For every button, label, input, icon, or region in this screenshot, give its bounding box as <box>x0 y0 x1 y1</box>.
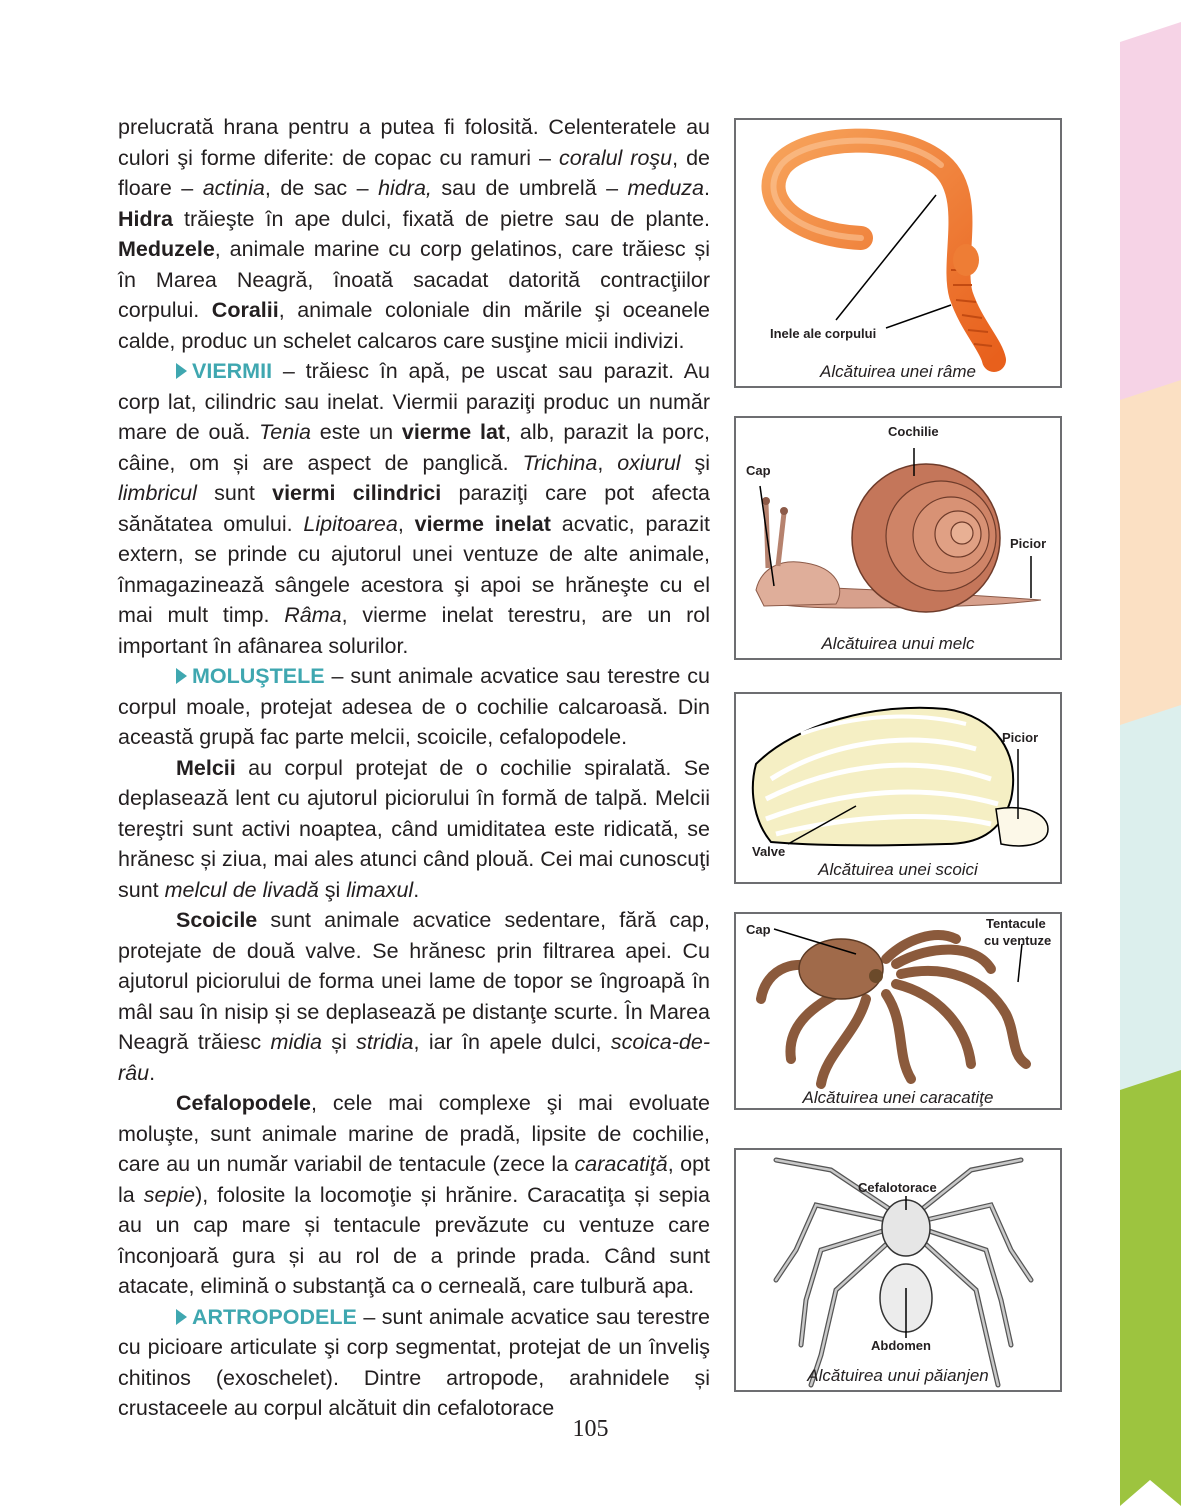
paragraph-scoicile: Scoicile sunt animale acvatice sedentare, fără cap, protejate de două valve. Se hrănesc prin filtrarea apei. Cu ajutorul piciorului de forma unei lame de topor se îngroapă în mâl sau în nisip și se deplasează pe distanţe scurte. În Marea Neagră trăiesc midia și stridia, iar în apele dulci, scoica-de-râu. <box>118 908 710 1085</box>
caption-shell: Alcătuirea unei scoici <box>818 860 978 879</box>
heading-viermii: VIERMII <box>192 359 273 383</box>
figure-snail <box>734 416 1062 660</box>
bullet-triangle-icon <box>176 363 187 379</box>
paragraph-melcii: Melcii au corpul protejat de o cochilie spiralată. Se deplasează lent cu ajutorul piciorului în formă de talpă. Melcii tereştri sunt activi noaptea, când umiditatea este ridicată, se hrănesc și ziua, mai ales atunci când plouă. Cei mai cunoscuţi sunt melcul de livadă şi limaxul. <box>118 755 710 902</box>
figure-worm <box>734 118 1062 388</box>
paragraph-cefalopodele: Cefalopodele, cele mai complexe şi mai evoluate moluşte, sunt animale marine de pradă, lipsite de cochilie, care au un număr variabil de tentacule (zece la caracatiţă, opt la sepie), folosite la locomoţie și hrănire. Caracatiţa și sepia au un cap mare și tentacule prevăzute cu ventuze care înconjoară gura și au rol de a prinde prada. Când sunt atacate, elimină o substanţă ca o cerneală, care tulbură apa. <box>118 1091 710 1298</box>
tab-mint <box>1120 705 1181 1110</box>
label-abdomen: Abdomen <box>871 1338 931 1353</box>
heading-molustele: MOLUŞTELE <box>192 664 325 688</box>
label-cephalothorax: Cefalotorace <box>858 1180 937 1195</box>
paragraph-molustele: MOLUŞTELE – sunt animale acvatice sau terestre cu corpul moale, protejat adesea de o cochilie calcaroasă. Din această grupă fac parte melcii, scoicile, cefalopodele. <box>118 664 710 749</box>
worm-pointer-line <box>836 195 936 320</box>
clam-foot <box>996 808 1048 846</box>
bullet-triangle-icon <box>176 1309 187 1325</box>
label-body-rings: Inele ale corpului <box>770 326 877 341</box>
page-number: 105 <box>572 1416 609 1442</box>
tab-pink <box>1120 22 1181 420</box>
heading-artropodele: ARTROPODELE <box>192 1304 357 1329</box>
body-text <box>118 112 710 1424</box>
label-tentacles-1: Tentacule <box>986 916 1046 931</box>
caption-spider: Alcătuirea unui păianjen <box>807 1366 989 1385</box>
caption-octopus: Alcătuirea unei caracatiţe <box>802 1088 994 1107</box>
chapter-tabs <box>1120 0 1181 1506</box>
label-foot: Picior <box>1010 536 1047 551</box>
label-head: Cap <box>746 463 771 478</box>
label-octopus-head: Cap <box>746 922 771 937</box>
bullet-triangle-icon <box>176 668 187 684</box>
tab-peach <box>1120 380 1181 745</box>
figure-octopus <box>734 912 1062 1110</box>
caption-worm: Alcătuirea unei râme <box>820 362 976 381</box>
label-clam-foot: Picior <box>1002 730 1039 745</box>
figure-shell <box>734 692 1062 884</box>
worm-pointer-line <box>886 305 951 328</box>
label-tentacles-2: cu ventuze <box>984 933 1052 948</box>
label-shell: Cochilie <box>888 424 939 439</box>
worm-illustration <box>736 120 1060 386</box>
label-valves: Valve <box>752 844 786 859</box>
caption-snail: Alcătuirea unui melc <box>821 634 975 653</box>
paragraph-viermii: VIERMII – trăiesc în apă, pe uscat sau parazit. Au corp lat, cilindric sau inelat. Viermii paraziţi produc un număr mare de ouă. Tenia este un vierme lat, alb, parazit la porc, câine, om și are aspect de panglică. Trichina, oxiurul şi limbricul sunt viermi cilindrici paraziţi care pot afecta sănătatea omului. Lipitoarea, vierme inelat acvatic, parazit extern, se prinde cu ajutorul unei ventuze de alte animale, înmagazinează sângele acestora şi apoi se hrăneşte cu el mai mult timp. Râma, vierme inelat terestru, are un rol important în afânarea solurilor. <box>118 359 711 658</box>
figure-spider <box>734 1148 1062 1392</box>
paragraph-artropodele: ARTROPODELE – sunt animale acvatice sau terestre cu picioare articulate şi corp segmentat, protejat de un înveliş chitinos (exoschelet). Dintre artropode, arahnidele și crustaceele au corpul alcătuit din cefalotorace <box>118 1304 710 1420</box>
paragraph-celenterate: prelucrată hrana pentru a putea fi folosită. Celenteratele au culori şi forme diferite: de copac cu ramuri – coralul roşu, de floare – actinia, de sac – hidra, sau de umbrelă – meduza. Hidra trăieşte în ape dulci, fixată de pietre sau de plante. Meduzele, animale marine cu corp gelatinos, care trăiesc și în Marea Neagră, înoată sacadat datorită contracţiilor corpului. Coralii, animale coloniale din mările şi oceanele calde, produc un schelet calcaros care susţine micii indivizi. <box>118 115 711 353</box>
octopus-mantle <box>799 939 883 999</box>
